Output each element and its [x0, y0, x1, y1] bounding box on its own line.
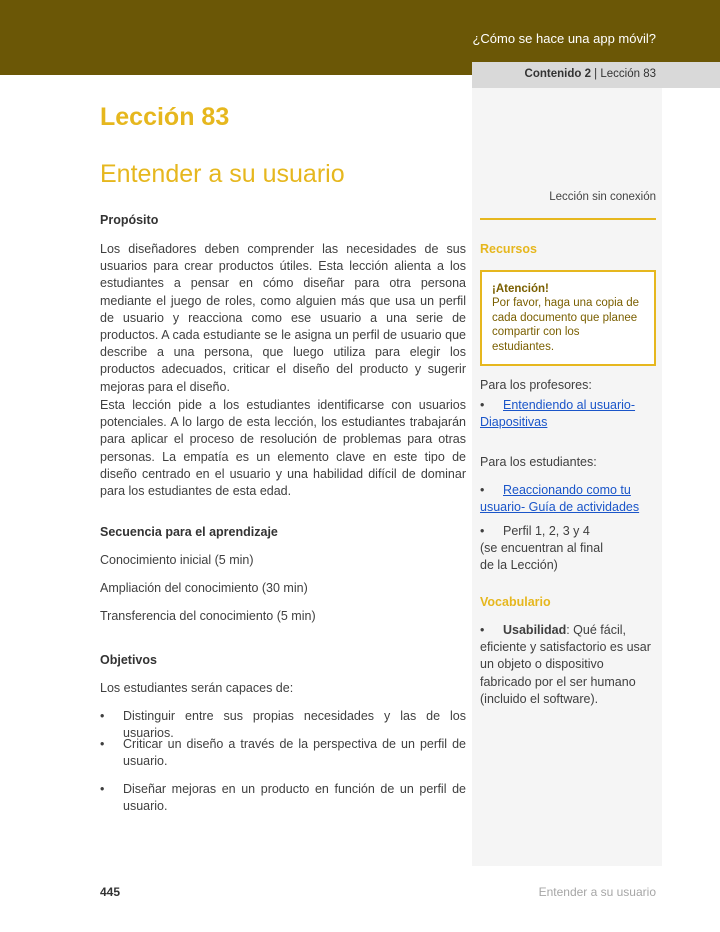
objective-text: Criticar un diseño a través de la perspectiva de un perfil de usuario.	[123, 737, 466, 769]
objectives-heading: Objetivos	[100, 653, 157, 667]
content-breadcrumb	[525, 68, 656, 80]
profiles-item: Perfil 1, 2, 3 y 4	[503, 524, 590, 538]
offline-label: Lección sin conexión	[549, 191, 656, 203]
sequence-item: Ampliación del conocimiento (30 min)	[100, 581, 308, 595]
objectives-intro: Los estudiantes serán capaces de:	[100, 681, 294, 695]
footer-title: Entender a su usuario	[538, 885, 656, 899]
sequence-item: Transferencia del conocimiento (5 min)	[100, 609, 316, 623]
teachers-label: Para los profesores:	[480, 378, 592, 392]
profiles-note: (se encuentran al final de la Lección)	[480, 541, 603, 573]
vocab-term: Usabilidad	[503, 623, 567, 637]
bullet-icon: •	[100, 782, 105, 796]
objective-text: Diseñar mejoras en un producto en función de un perfil de usuario.	[123, 782, 466, 814]
bullet-icon: •	[480, 398, 485, 412]
attention-box	[480, 270, 656, 366]
list-item	[100, 736, 466, 770]
sidebar-panel	[472, 88, 662, 866]
students-guide-link[interactable]: Reaccionando como tu usuario- Guía de actividades	[480, 483, 640, 515]
vocabulary-heading: Vocabulario	[480, 595, 551, 609]
breadcrumb-separator: |	[590, 68, 601, 80]
purpose-paragraph-1: Los diseñadores deben comprender las necesidades de sus usuarios para crear productos útiles. Esta lección alienta a los estudiantes a pensar en cómo diseñar para otra persona mediante el juego de roles, como alguien más que usa un perfil de usuario y reacciona como ese usuario a una serie de productos. A cada estudiante se le asigna un perfil de usuario que describe a una persona, que luego utiliza para elegir los productos adecuados, criticar el diseño del producto y sugerir mejoras para el diseño.	[100, 242, 466, 394]
list-item	[100, 781, 466, 815]
bullet-icon: •	[480, 524, 485, 538]
purpose-heading: Propósito	[100, 213, 159, 227]
purpose-paragraph-2: Esta lección pide a los estudiantes identificarse con usuarios potenciales. A lo largo de esta lección, los estudiantes trabajarán para aplicar el proceso de resolución de problemas para otras personas. La empatía es un elemento clave en este tipo de diseño centrado en el usuario y una habilidad difícil de dominar para los estudiantes de esta edad.	[100, 398, 466, 499]
bullet-icon: •	[480, 483, 485, 497]
lesson-title: Entender a su usuario	[100, 160, 345, 188]
sequence-item: Conocimiento inicial (5 min)	[100, 553, 254, 567]
lesson-number: Lección 83	[100, 103, 230, 131]
teachers-slides-link[interactable]: Entendiendo al usuario- Diapositivas	[480, 398, 636, 430]
sequence-heading: Secuencia para el aprendizaje	[100, 525, 278, 539]
alert-title: ¡Atención!	[492, 283, 549, 295]
content-label: Contenido 2	[524, 68, 591, 80]
vocab-definition: : Qué fácil, eficiente y satisfactorio es usar un objeto o dispositivo fabricado por el ser humano (incluido el software).	[480, 623, 651, 706]
page-number: 445	[100, 885, 121, 899]
divider	[480, 218, 656, 220]
students-label: Para los estudiantes:	[480, 455, 597, 469]
bullet-icon: •	[100, 737, 105, 751]
alert-body: Por favor, haga una copia de cada documento que planee compartir con los estudiantes.	[492, 297, 640, 353]
bullet-icon: •	[100, 709, 105, 723]
bullet-icon: •	[480, 623, 485, 637]
resources-heading: Recursos	[480, 242, 537, 256]
objective-text: Distinguir entre sus propias necesidades y las de los usuarios.	[123, 709, 466, 741]
course-title: ¿Cómo se hace una app móvil?	[472, 31, 656, 46]
content-subheader	[472, 62, 720, 88]
lesson-label: Lección 83	[600, 68, 656, 80]
